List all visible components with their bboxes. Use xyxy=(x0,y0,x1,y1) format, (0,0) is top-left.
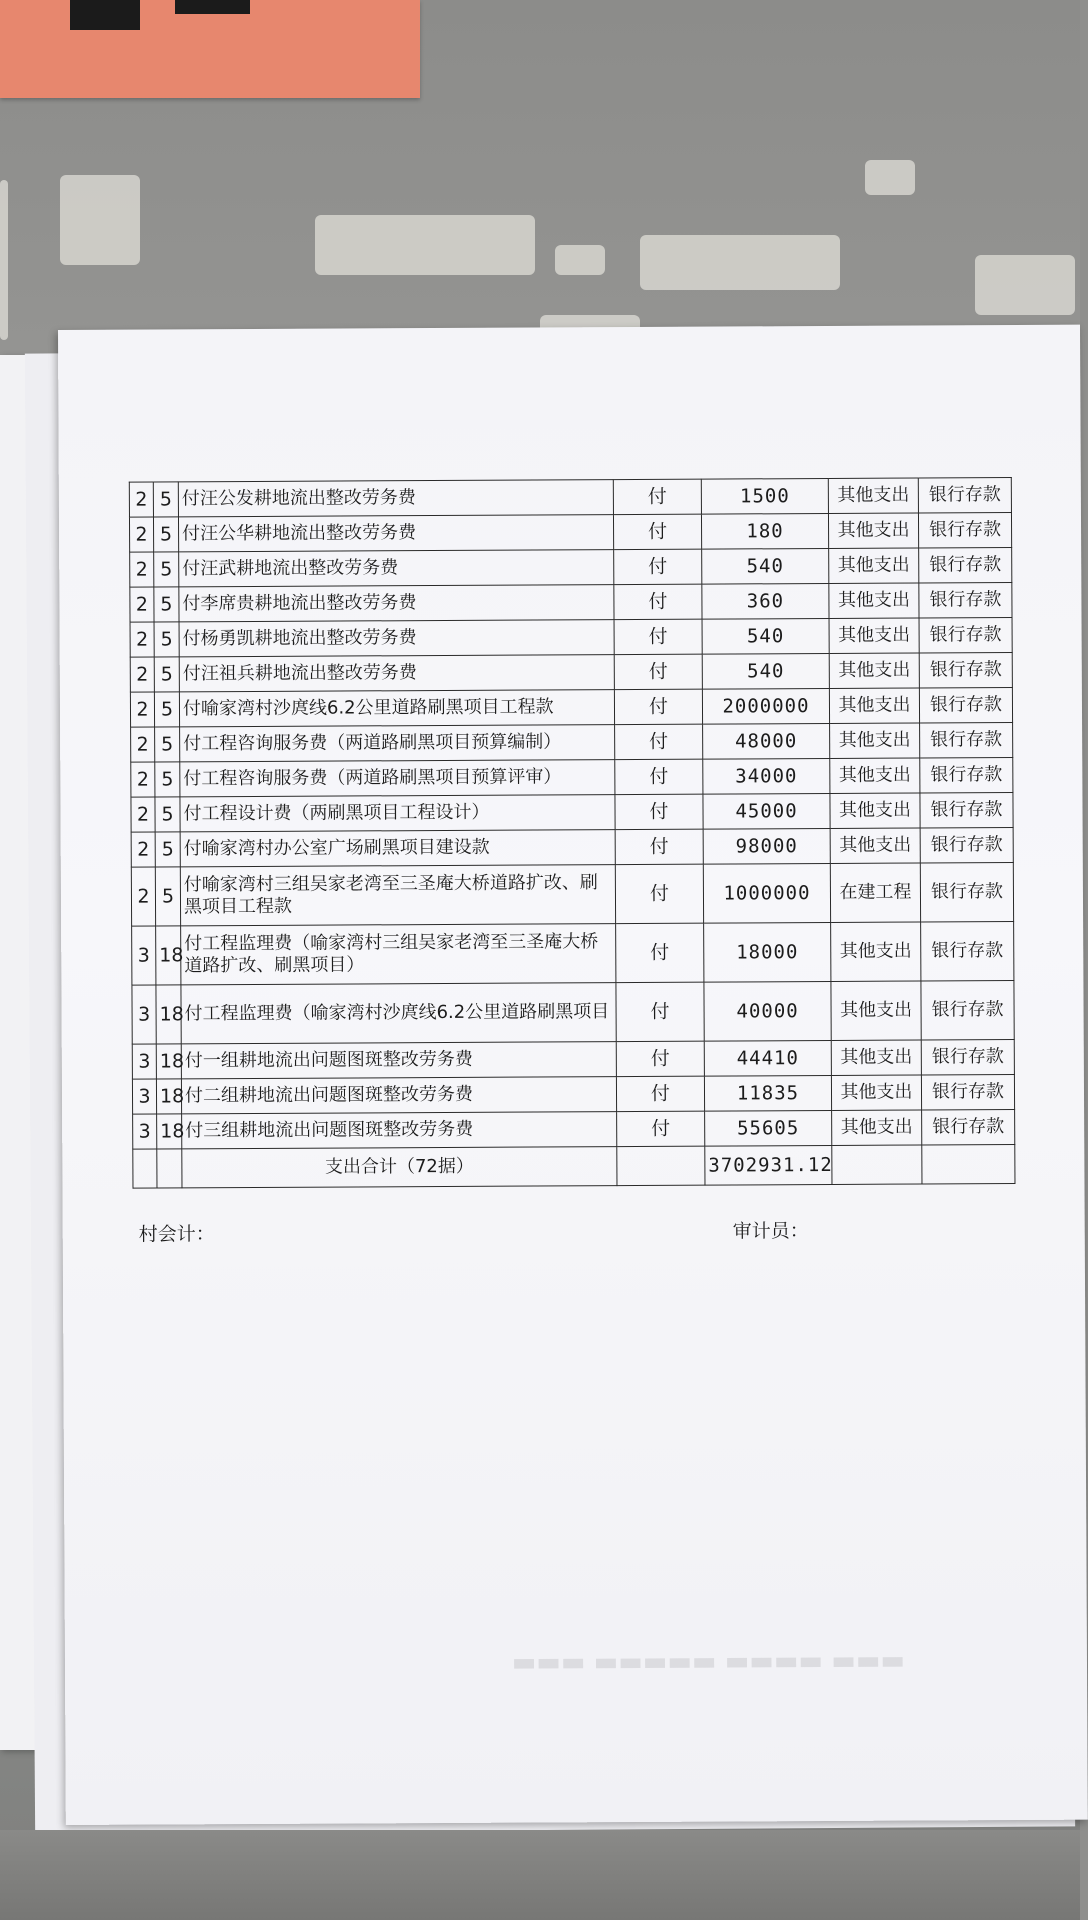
description-cell: 付李席贵耕地流出整改劳务费 xyxy=(179,585,614,622)
month-cell: 3 xyxy=(132,1044,156,1079)
category-cell: 其他支出 xyxy=(830,723,920,758)
account-cell: 银行存款 xyxy=(920,793,1013,828)
amount-cell: 48000 xyxy=(703,723,830,759)
direction-cell: 付 xyxy=(614,619,702,654)
category-cell: 其他支出 xyxy=(831,981,921,1040)
account-cell: 银行存款 xyxy=(919,653,1012,688)
ledger-row xyxy=(132,1075,1014,1115)
poster-glyph xyxy=(175,0,250,14)
description-cell: 付三组耕地流出问题图斑整改劳务费 xyxy=(182,1112,617,1149)
account-cell: 银行存款 xyxy=(920,828,1013,863)
total-label: 支出合计（72据） xyxy=(182,1147,617,1188)
category-cell: 其他支出 xyxy=(830,793,920,828)
day-cell: 5 xyxy=(155,832,180,867)
day-cell: 5 xyxy=(153,517,178,552)
amount-cell: 540 xyxy=(702,548,829,584)
direction-cell: 付 xyxy=(616,923,704,982)
amount-cell: 98000 xyxy=(703,828,830,864)
description-cell: 付喻家湾村办公室广场刷黑项目建设款 xyxy=(180,830,615,867)
paper-scrap xyxy=(555,245,605,275)
amount-cell: 34000 xyxy=(703,758,830,794)
ledger-row xyxy=(132,1040,1014,1080)
direction-cell: 付 xyxy=(616,1041,704,1076)
month-cell: 2 xyxy=(130,622,154,657)
category-cell: 其他支出 xyxy=(829,548,919,583)
account-cell: 银行存款 xyxy=(918,478,1011,513)
amount-cell: 1000000 xyxy=(703,863,830,923)
description-cell: 付工程监理费（喻家湾村三组吴家老湾至三圣庵大桥道路扩改、刷黑项目） xyxy=(181,924,616,985)
category-cell: 其他支出 xyxy=(832,1110,922,1145)
month-cell: 2 xyxy=(130,657,154,692)
paper-scrap xyxy=(0,180,8,340)
description-cell: 付工程咨询服务费（两道路刷黑项目预算编制） xyxy=(180,725,615,762)
amount-cell: 40000 xyxy=(704,981,831,1041)
total-category-cell xyxy=(832,1145,922,1184)
paper-scrap xyxy=(640,235,840,290)
direction-cell: 付 xyxy=(614,689,702,724)
description-cell: 付喻家湾村沙庹线6.2公里道路刷黑项目工程款 xyxy=(179,690,614,727)
ledger-row xyxy=(131,723,1013,763)
day-cell: 18 xyxy=(156,926,181,985)
amount-cell: 44410 xyxy=(704,1040,831,1076)
day-cell: 5 xyxy=(154,692,179,727)
direction-cell: 付 xyxy=(613,479,701,514)
description-cell: 付工程咨询服务费（两道路刷黑项目预算评审） xyxy=(180,760,615,797)
total-amount: 3702931.12 xyxy=(705,1145,832,1185)
poster-glyph xyxy=(70,0,140,30)
total-dir-cell xyxy=(617,1146,705,1185)
amount-cell: 540 xyxy=(702,618,829,654)
category-cell: 其他支出 xyxy=(829,653,919,688)
accountant-signature-label: 村会计： xyxy=(138,1223,215,1246)
paper-scrap xyxy=(975,255,1075,315)
month-cell: 2 xyxy=(129,517,153,552)
direction-cell: 付 xyxy=(614,654,702,689)
category-cell: 其他支出 xyxy=(831,1075,921,1110)
account-cell: 银行存款 xyxy=(920,758,1013,793)
month-cell: 3 xyxy=(133,1114,157,1149)
description-cell: 付汪武耕地流出整改劳务费 xyxy=(179,550,614,587)
description-cell: 付汪祖兵耕地流出整改劳务费 xyxy=(179,655,614,692)
amount-cell: 2000000 xyxy=(702,688,829,724)
direction-cell: 付 xyxy=(616,1076,704,1111)
direction-cell: 付 xyxy=(613,514,701,549)
ledger-row xyxy=(131,758,1013,798)
paper-scrap xyxy=(315,215,535,275)
description-cell: 付工程设计费（两刷黑项目工程设计） xyxy=(180,795,615,832)
ledger-row xyxy=(132,981,1014,1045)
account-cell: 银行存款 xyxy=(921,922,1014,981)
paper-scrap xyxy=(60,175,140,265)
ledger-row xyxy=(132,922,1014,986)
category-cell: 在建工程 xyxy=(830,863,920,922)
category-cell: 其他支出 xyxy=(830,758,920,793)
direction-cell: 付 xyxy=(614,584,702,619)
account-cell: 银行存款 xyxy=(921,1040,1014,1075)
direction-cell: 付 xyxy=(615,724,703,759)
expense-ledger-table xyxy=(129,477,1016,1189)
amount-cell: 360 xyxy=(702,583,829,619)
account-cell: 银行存款 xyxy=(919,583,1012,618)
category-cell: 其他支出 xyxy=(829,688,919,723)
bleed-through-text: ▬▬▬ ▬▬▬▬ ▬▬▬▬▬ ▬▬▬ xyxy=(511,1645,906,1678)
amount-cell: 180 xyxy=(701,513,828,549)
total-row xyxy=(133,1145,1015,1189)
day-cell: 5 xyxy=(155,762,180,797)
account-cell: 银行存款 xyxy=(920,863,1013,922)
month-cell: 2 xyxy=(131,727,155,762)
month-cell: 3 xyxy=(132,1079,156,1114)
ledger-row xyxy=(131,793,1013,833)
category-cell: 其他支出 xyxy=(831,1040,921,1075)
description-cell: 付喻家湾村三组吴家老湾至三圣庵大桥道路扩改、刷黑项目工程款 xyxy=(180,865,615,926)
category-cell: 其他支出 xyxy=(829,618,919,653)
month-cell: 2 xyxy=(129,482,153,517)
direction-cell: 付 xyxy=(615,794,703,829)
amount-cell: 1500 xyxy=(701,478,828,514)
description-cell: 付汪公华耕地流出整改劳务费 xyxy=(178,515,613,552)
ledger-row xyxy=(130,548,1012,588)
month-cell: 2 xyxy=(130,692,154,727)
day-cell: 18 xyxy=(156,1079,181,1114)
category-cell: 其他支出 xyxy=(831,922,921,981)
month-cell: 2 xyxy=(130,552,154,587)
ledger-row xyxy=(130,583,1012,623)
day-cell: 5 xyxy=(153,482,178,517)
direction-cell: 付 xyxy=(614,549,702,584)
day-cell: 5 xyxy=(154,657,179,692)
total-day-cell xyxy=(157,1149,182,1188)
ledger-row xyxy=(129,478,1011,518)
account-cell: 银行存款 xyxy=(919,618,1012,653)
ledger-row xyxy=(131,863,1013,927)
amount-cell: 45000 xyxy=(703,793,830,829)
day-cell: 18 xyxy=(156,985,181,1044)
amount-cell: 55605 xyxy=(705,1110,832,1146)
paper-scrap xyxy=(865,160,915,195)
account-cell: 银行存款 xyxy=(919,688,1012,723)
red-poster xyxy=(0,0,420,98)
ledger-row xyxy=(130,688,1012,728)
month-cell: 3 xyxy=(132,926,156,985)
category-cell: 其他支出 xyxy=(830,828,920,863)
description-cell: 付杨勇凯耕地流出整改劳务费 xyxy=(179,620,614,657)
month-cell: 3 xyxy=(132,985,156,1044)
day-cell: 5 xyxy=(154,622,179,657)
day-cell: 18 xyxy=(157,1114,182,1149)
month-cell: 2 xyxy=(131,797,155,832)
direction-cell: 付 xyxy=(615,864,703,923)
category-cell: 其他支出 xyxy=(828,478,918,513)
category-cell: 其他支出 xyxy=(828,513,918,548)
day-cell: 5 xyxy=(154,552,179,587)
ledger-row xyxy=(130,653,1012,693)
total-account-cell xyxy=(922,1145,1015,1184)
ledger-row xyxy=(130,618,1012,658)
month-cell: 2 xyxy=(131,762,155,797)
month-cell: 2 xyxy=(130,587,154,622)
amount-cell: 540 xyxy=(702,653,829,689)
description-cell: 付一组耕地流出问题图斑整改劳务费 xyxy=(181,1042,616,1079)
direction-cell: 付 xyxy=(616,982,704,1041)
description-cell: 付工程监理费（喻家湾村沙庹线6.2公里道路刷黑项目 xyxy=(181,983,616,1044)
ledger-row xyxy=(129,513,1011,553)
ledger-body xyxy=(129,478,1015,1189)
account-cell: 银行存款 xyxy=(919,548,1012,583)
day-cell: 5 xyxy=(155,867,180,926)
account-cell: 银行存款 xyxy=(922,1110,1015,1145)
auditor-signature-label: 审计员： xyxy=(732,1220,809,1243)
lower-wall xyxy=(0,1830,1080,1920)
ledger-paper xyxy=(58,325,1088,1825)
ledger-row xyxy=(133,1110,1015,1150)
account-cell: 银行存款 xyxy=(918,513,1011,548)
description-cell: 付二组耕地流出问题图斑整改劳务费 xyxy=(181,1077,616,1114)
account-cell: 银行存款 xyxy=(920,723,1013,758)
day-cell: 18 xyxy=(156,1044,181,1079)
description-cell: 付汪公发耕地流出整改劳务费 xyxy=(178,480,613,517)
account-cell: 银行存款 xyxy=(921,1075,1014,1110)
direction-cell: 付 xyxy=(617,1111,705,1146)
day-cell: 5 xyxy=(155,797,180,832)
account-cell: 银行存款 xyxy=(921,981,1014,1040)
direction-cell: 付 xyxy=(615,829,703,864)
amount-cell: 11835 xyxy=(704,1075,831,1111)
day-cell: 5 xyxy=(155,727,180,762)
total-month-cell xyxy=(133,1149,157,1188)
month-cell: 2 xyxy=(131,832,155,867)
direction-cell: 付 xyxy=(615,759,703,794)
category-cell: 其他支出 xyxy=(829,583,919,618)
amount-cell: 18000 xyxy=(704,922,831,982)
day-cell: 5 xyxy=(154,587,179,622)
ledger-row xyxy=(131,828,1013,868)
month-cell: 2 xyxy=(131,867,155,926)
